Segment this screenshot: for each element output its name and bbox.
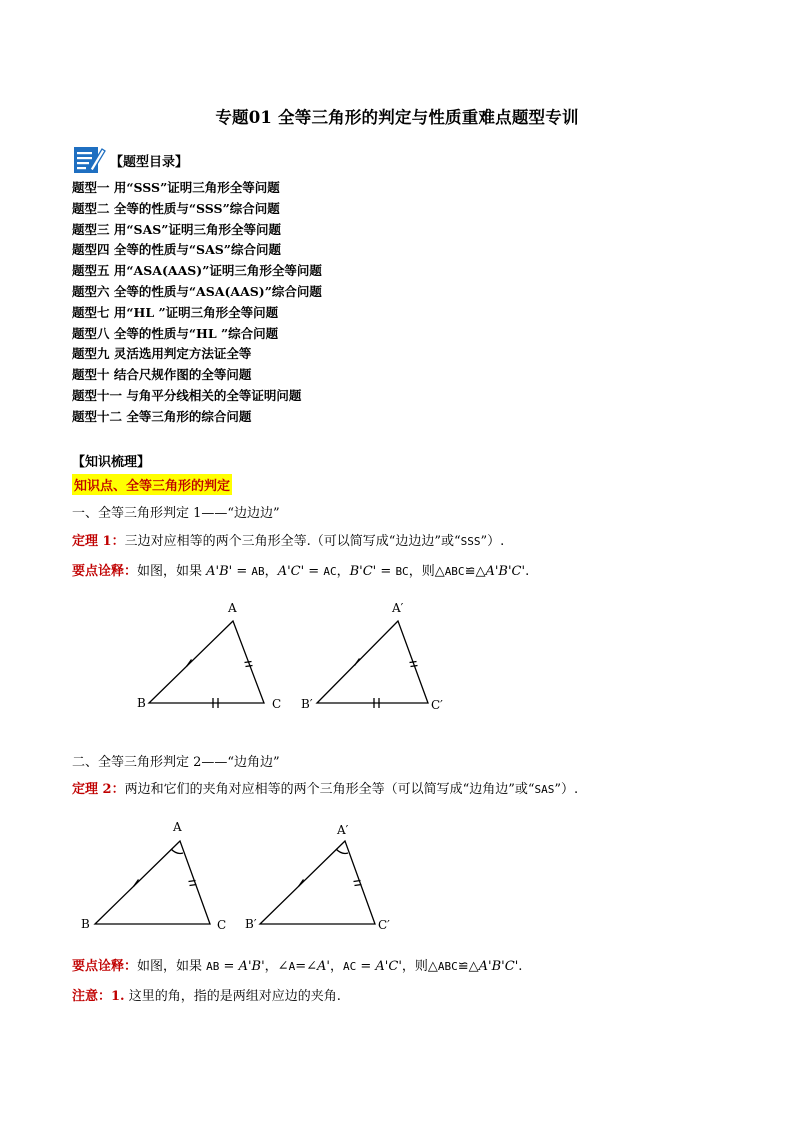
toc-item: 题型五 用“ASA(AAS)”证明三角形全等问题 — [72, 263, 322, 279]
note2-math: A'B' — [238, 959, 265, 974]
angle-arc — [171, 849, 183, 854]
note1-math: AB — [251, 565, 265, 578]
note2-text: ≌△ — [457, 959, 479, 974]
note1-text: = — [376, 564, 396, 579]
note2-label: 要点诠释： — [72, 959, 138, 974]
note1-text: ≌△ — [464, 564, 486, 579]
toc-item: 题型九 灵活选用判定方法证全等 — [72, 346, 252, 362]
toc-item: 题型十二 全等三角形的综合问题 — [72, 408, 252, 424]
theorem2-end: ”）. — [554, 782, 579, 797]
note1-text: = — [232, 564, 252, 579]
toc-item: 题型六 全等的性质与“ASA(AAS)”综合问题 — [72, 283, 322, 299]
note2-text: . — [518, 959, 523, 974]
vertex-label-b-prime: B′ — [245, 917, 257, 931]
note2-text: = — [219, 959, 239, 974]
note1-text: = — [304, 564, 324, 579]
note1-text: ， — [264, 564, 278, 579]
theorem1-code: SSS — [460, 535, 481, 548]
note2-math: ABC — [437, 960, 458, 973]
note1-math: BC — [395, 565, 409, 578]
note2-text: = — [356, 959, 376, 974]
toc-item: 题型十一 与角平分线相关的全等证明问题 — [72, 387, 302, 403]
vertex-label-a: A — [173, 820, 182, 834]
note1-text: ，则△ — [408, 564, 445, 579]
theorem1-end: ”）. — [480, 534, 505, 549]
vertex-label-a-prime: A′ — [392, 601, 404, 615]
toc-item: 题型十 结合尺规作图的全等问题 — [72, 367, 252, 383]
angle-arc — [336, 849, 348, 854]
note2-math: AC — [342, 960, 357, 973]
note1-math: ABC — [444, 565, 465, 578]
theorem2-code: SAS — [534, 783, 555, 796]
note2-math: A'C' — [375, 959, 402, 974]
vertex-label-c-prime: C′ — [378, 918, 390, 932]
toc-item: 题型一 用“SSS”证明三角形全等问题 — [72, 180, 280, 195]
note1-math: A'C' — [277, 564, 305, 579]
note1-math: A'B' — [206, 564, 233, 579]
note1-math: A'B'C' — [485, 564, 526, 579]
note2-text: 如图，如果 — [137, 959, 207, 974]
triangle-abc — [95, 841, 210, 924]
vertex-label-b: B — [137, 696, 146, 710]
toc-item: 题型七 用“HL ”证明三角形全等问题 — [72, 304, 279, 320]
theorem2-label: 定理 2： — [72, 782, 125, 797]
vertex-label-c-prime: C′ — [431, 698, 443, 712]
knowledge-heading: 【知识梳理】 — [72, 455, 151, 470]
note1-text: ， — [336, 564, 350, 579]
note1-math: B'C' — [349, 564, 377, 579]
vertex-label-a-prime: A′ — [337, 823, 349, 837]
caution-number: 1. — [111, 989, 125, 1004]
section2-heading: 二、全等三角形判定 2——“边角边” — [72, 755, 280, 770]
note2-text: ，∠ — [264, 959, 289, 974]
vertex-label-a: A — [228, 601, 237, 615]
vertex-label-c: C — [217, 918, 227, 932]
note1-math: AC — [323, 565, 337, 578]
caution-text: 这里的角，指的是两组对应边的夹角. — [124, 989, 341, 1004]
note2-math: A' — [317, 959, 330, 974]
note2-text: ， — [329, 959, 343, 974]
toc-item: 题型四 全等的性质与“SAS”综合问题 — [72, 242, 281, 258]
knowledge-point-highlight: 知识点、全等三角形的判定 — [72, 474, 232, 495]
toc-item: 题型八 全等的性质与“HL ”综合问题 — [72, 325, 279, 341]
note2-math: A'B'C' — [478, 959, 519, 974]
section1-heading: 一、全等三角形判定 1——“边边边” — [72, 506, 280, 521]
caution-label: 注意： — [72, 989, 112, 1004]
theorem1-label: 定理 1： — [72, 534, 125, 549]
note2-text: =∠ — [295, 959, 317, 974]
page-title: 专题01 全等三角形的判定与性质重难点题型专训 — [215, 108, 579, 127]
note1-text: . — [525, 564, 530, 579]
note2-text: ，则△ — [401, 959, 438, 974]
theorem1-text: 三边对应相等的两个三角形全等.（可以简写成“边边边”或“ — [124, 534, 461, 549]
triangle-abc-prime — [260, 841, 375, 924]
theorem2-text: 两边和它们的夹角对应相等的两个三角形全等（可以简写成“边角边”或“ — [124, 782, 535, 797]
note2-math: AB — [206, 960, 220, 973]
note1-text: 如图，如果 — [137, 564, 207, 579]
toc-item: 题型三 用“SAS”证明三角形全等问题 — [72, 221, 281, 237]
vertex-label-c: C — [272, 697, 282, 711]
vertex-label-b: B — [81, 917, 90, 931]
toc-heading: 【题型目录】 — [110, 154, 189, 170]
vertex-label-b-prime: B′ — [301, 697, 313, 711]
note1-label: 要点诠释： — [72, 564, 138, 579]
toc-item: 题型二 全等的性质与“SSS”综合问题 — [72, 200, 280, 216]
note2-math: A — [288, 960, 296, 973]
